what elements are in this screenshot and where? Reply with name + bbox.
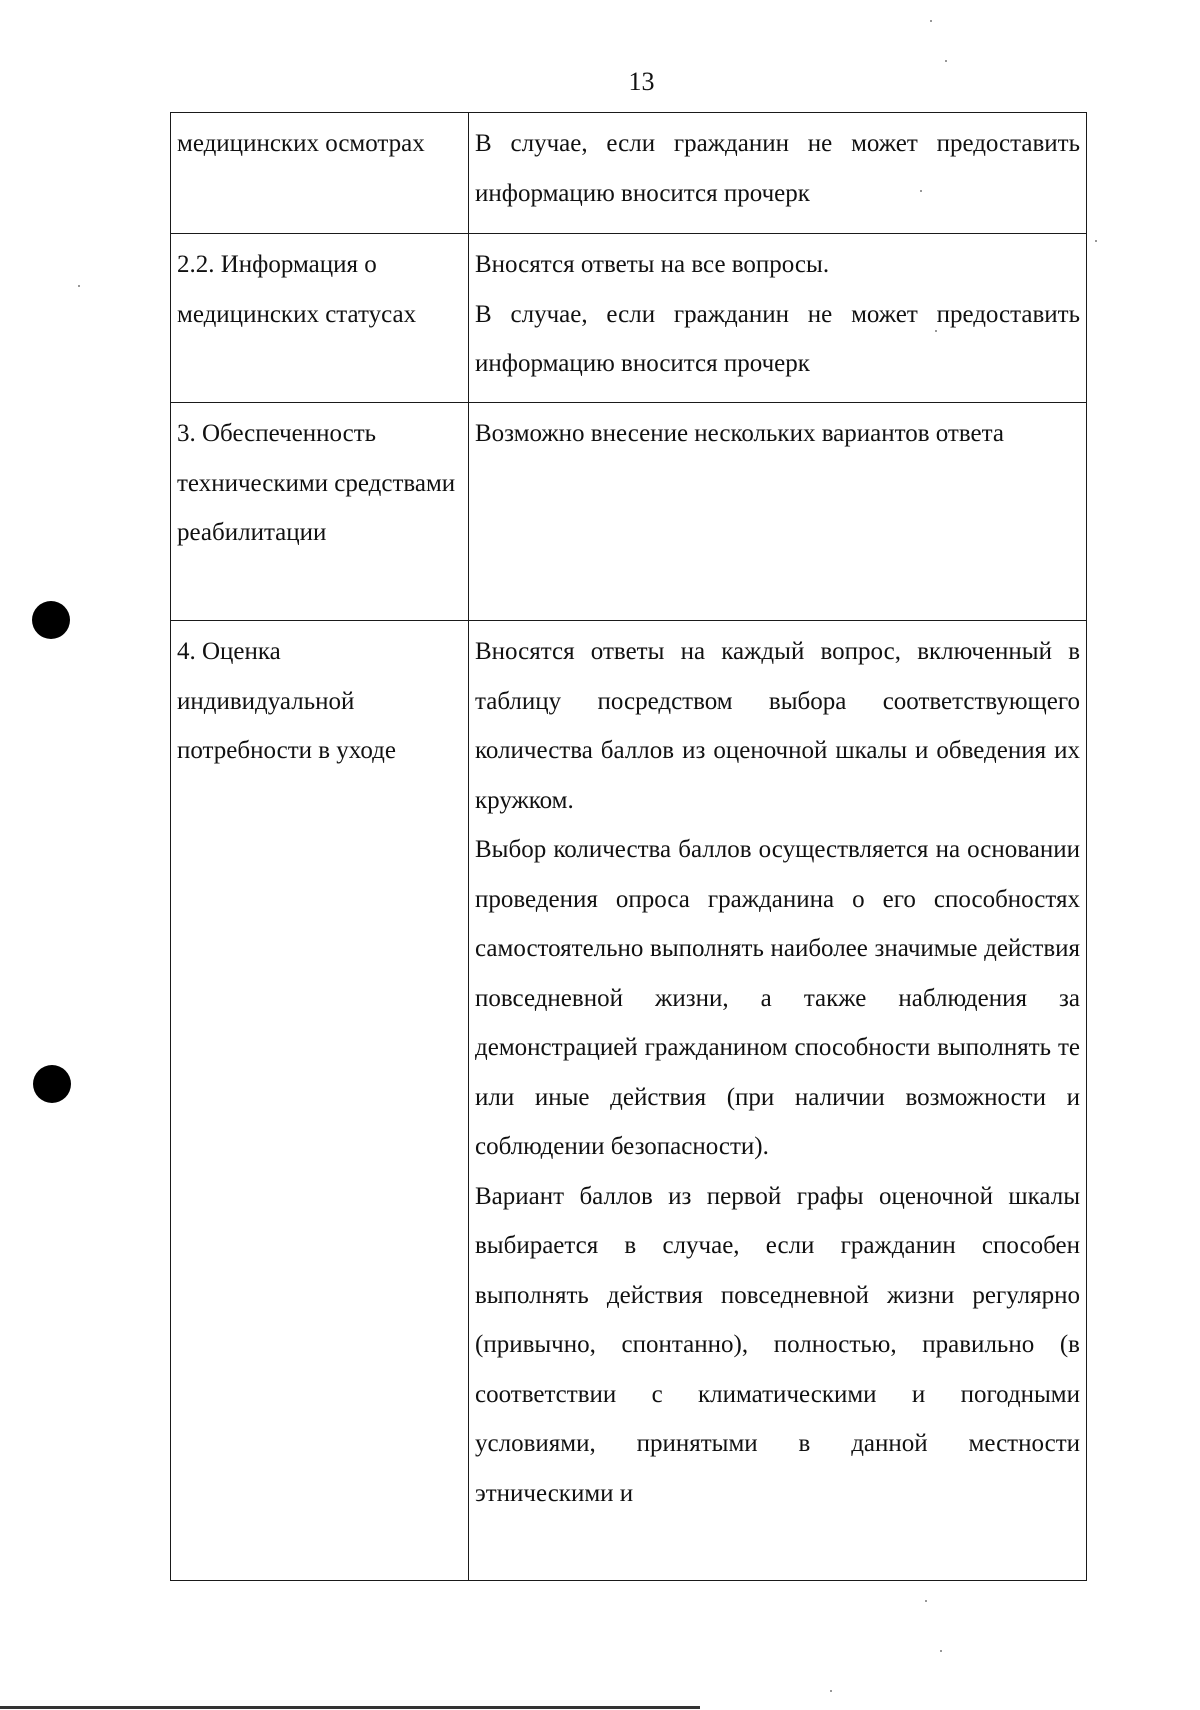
table-cell-section	[171, 234, 469, 403]
instruction-paragraph: Вносятся ответы на все вопросы.	[475, 251, 830, 278]
table-row	[171, 621, 1087, 1581]
instruction-paragraph: Возможно внесение нескольких вариантов ответа	[475, 420, 1004, 447]
scan-speck	[945, 60, 947, 62]
table-cell-instructions	[469, 113, 1087, 234]
punch-hole	[33, 1065, 71, 1103]
instruction-paragraph: Вариант баллов из первой графы оценочной шкалы выбирается в случае, если гражданин способен выполнять действия повседневной жизни регулярно (привычно, спонтанно), полностью, правильно (в соответствии с климатическими и погодными условиями, принятыми в данной местности этническими и	[475, 1182, 1080, 1507]
page-number: 13	[628, 67, 655, 96]
table-cell-section	[171, 621, 469, 1581]
instructions-table	[170, 112, 1087, 1581]
instruction-paragraph: В случае, если гражданин не может предоставить информацию вносится прочерк	[475, 130, 1080, 207]
table-row	[171, 113, 1087, 234]
table-cell-section	[171, 113, 469, 234]
table-cell-instructions	[469, 234, 1087, 403]
scan-speck	[78, 285, 80, 287]
table-cell-section	[171, 403, 469, 621]
table-row	[171, 403, 1087, 621]
table-row	[171, 234, 1087, 403]
scan-edge-line	[0, 1706, 700, 1709]
section-title: медицинских осмотрах	[177, 130, 425, 157]
table-cell-instructions	[469, 621, 1087, 1581]
scan-speck	[920, 190, 922, 192]
scan-speck	[935, 330, 937, 332]
instruction-paragraph: Выбор количества баллов осуществляется на основании проведения опроса гражданина о его способностях самостоятельно выполнять наиболее значимые действия повседневной жизни, а также наблюдения за демонстрацией гражданином способности выполнять те или иные действия (при наличии возможности и соблюдении безопасности).	[475, 836, 1080, 1160]
scan-speck	[925, 1600, 927, 1602]
instruction-paragraph: В случае, если гражданин не может предоставить информацию вносится прочерк	[475, 300, 1080, 377]
table-cell-instructions	[469, 403, 1087, 621]
punch-hole	[32, 601, 70, 639]
section-title: 2.2. Информация о медицинских статусах	[177, 251, 417, 328]
section-title: 4. Оценка индивидуальной потребности в уходе	[177, 638, 396, 764]
section-title: 3. Обеспеченность техническими средствами реабилитации	[177, 420, 456, 546]
instruction-paragraph: Вносятся ответы на каждый вопрос, включенный в таблицу посредством выбора соответствующего количества баллов из оценочной шкалы и обведения их кружком.	[475, 638, 1080, 814]
scan-speck	[830, 1690, 832, 1692]
scan-speck	[940, 1650, 942, 1652]
scan-speck	[1095, 240, 1097, 242]
scan-speck	[930, 20, 932, 22]
